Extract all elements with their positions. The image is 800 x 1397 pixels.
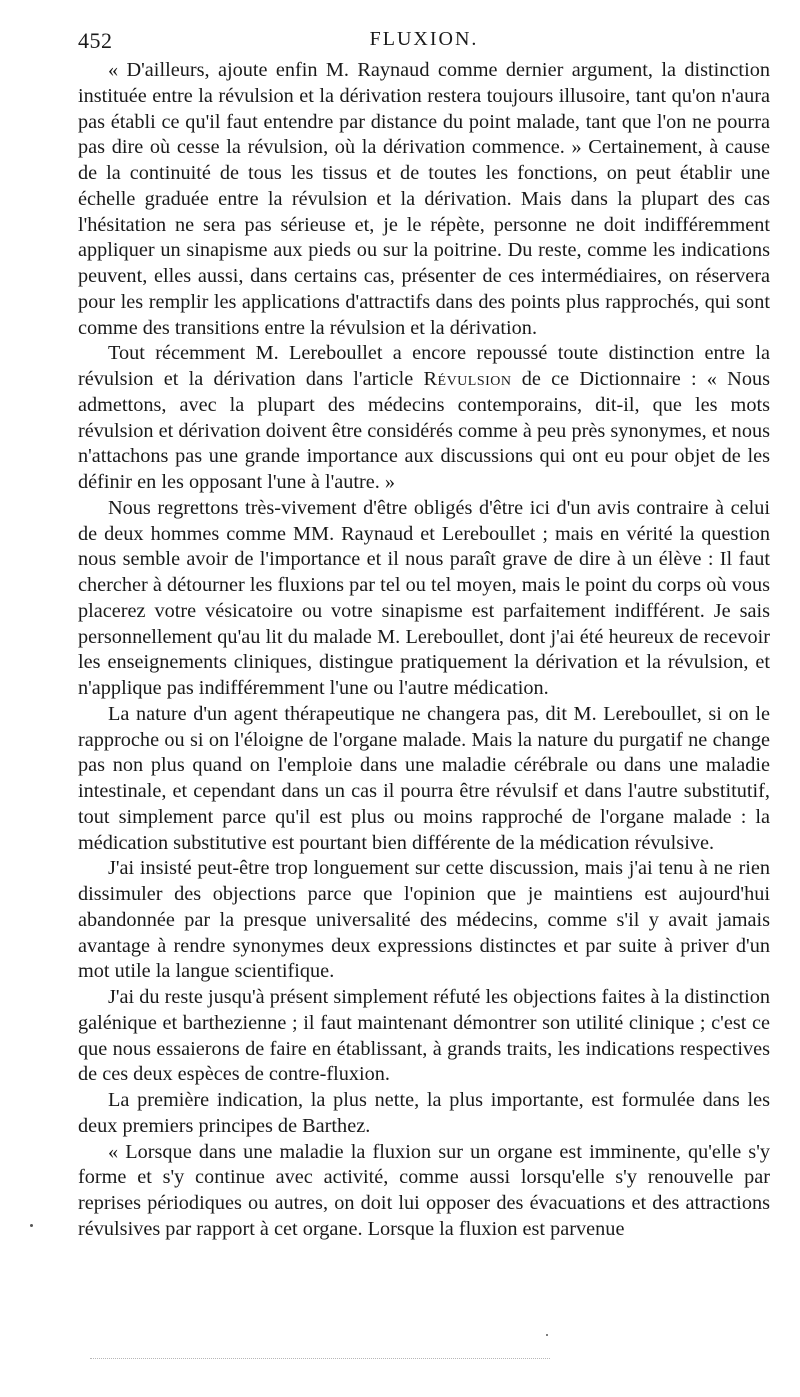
paragraph: « D'ailleurs, ajoute enfin M. Raynaud comme dernier argument, la distinction instituée entre la révulsion et la dérivation restera toujours illusoire, tant qu'on n'aura pas établi ce qu'il faut entendre par distance du point malade, tant que l'on ne pourra pas dire où cesse la révulsion, où la dérivation commence. » Certainement, à cause de la continuité de tous les tissus et de toutes les fonctions, on peut établir une échelle graduée entre la révulsion et la dérivation. Mais dans la plupart des cas l'hésitation ne sera pas sérieuse et, je le répète, personne ne doit indifféremment appliquer un sinapisme aux pieds ou sur la poitrine. Du reste, comme les indications peuvent, elles aussi, dans certains cas, présenter de ces intermédiaires, on réservera pour les remplir les applications d'attractifs dans des points plus rapprochés, qui sont comme des transitions entre la révulsion et la dérivation. — [78, 59, 770, 339]
paragraph: J'ai insisté peut-être trop longuement sur cette discussion, mais j'ai tenu à ne rien dissimuler des objections parce que l'opinion que je maintiens est aujourd'hui abandonnée par la presque universalité des médecins, comme s'il y avait jamais avantage à rendre synonymes deux expressions distinctes et par suite à priver d'un mot utile la langue scientifique. — [78, 857, 770, 983]
body-text — [78, 58, 770, 1243]
bleed-through-marks — [90, 1358, 550, 1363]
ink-speck — [546, 1334, 548, 1336]
paragraph: La nature d'un agent thérapeutique ne changera pas, dit M. Lereboullet, si on le rapproche ou si on l'éloigne de l'organe malade. Mais la nature du purgatif ne change pas non plus quand on l'emploie dans une maladie cérébrale ou dans une maladie intestinale, et cependant dans un cas il pourra être révulsif et dans l'autre substitutif, tout simplement parce qu'il est plus ou moins rapproché de l'organe malade : la médication substitutive est pourtant bien différente de la médication révulsive. — [78, 702, 770, 854]
paragraph-text: de ce Dictionnaire : « Nous admettons, avec la plupart des médecins contemporains, dit-il, que les mots révulsion et dérivation doivent être considérés comme à peu près synonymes, et nous n'attachons pas une grande importance aux discussions qui ont eu pour objet de les définir en les opposant l'une à l'autre. » — [78, 368, 770, 493]
ink-speck — [30, 1224, 33, 1227]
paragraph-text: Tout récemment M. Lereboullet a encore repoussé toute distinction entre la révulsion et la dérivation dans l'article — [78, 342, 770, 390]
paragraph: J'ai du reste jusqu'à présent simplement réfuté les objections faites à la distinction galénique et barthezienne ; il faut maintenant démontrer son utilité clinique ; c'est ce que nous essaierons de faire en établissant, à grands traits, les indications respectives de ces deux espèces de contre-fluxion. — [78, 986, 770, 1086]
page-header — [78, 22, 770, 52]
paragraph: Nous regrettons très-vivement d'être obligés d'être ici d'un avis contraire à celui de deux hommes comme MM. Raynaud et Lereboullet ; mais en vérité la question nous semble avoir de l'importance et il nous paraît grave de dire à un élève : Il faut chercher à détourner les fluxions par tel ou tel moyen, mais le point du corps où vous placerez votre vésicatoire ou votre sinapisme est parfaitement indifférent. Je sais personnellement qu'au lit du malade M. Lereboullet, dont j'ai été heureux de recevoir les enseignements cliniques, distingue pratiquement la dérivation et la révulsion, et n'applique pas indifféremment l'une ou l'autre médication. — [78, 496, 770, 699]
page-number: 452 — [78, 28, 113, 53]
article-title: Révulsion — [423, 368, 512, 390]
paragraph — [78, 341, 770, 496]
running-title: FLUXION. — [369, 28, 479, 50]
paragraph: « Lorsque dans une maladie la fluxion sur un organe est imminente, qu'elle s'y forme et s'y continue avec activité, comme aussi lorsqu'elle s'y renouvelle par reprises périodiques ou autres, on doit lui opposer des évacuations et des attractions révulsives par rapport à cet organe. Lorsque la fluxion est parvenue — [78, 1140, 770, 1240]
paragraph: La première indication, la plus nette, la plus importante, est formulée dans les deux premiers principes de Barthez. — [78, 1089, 770, 1137]
